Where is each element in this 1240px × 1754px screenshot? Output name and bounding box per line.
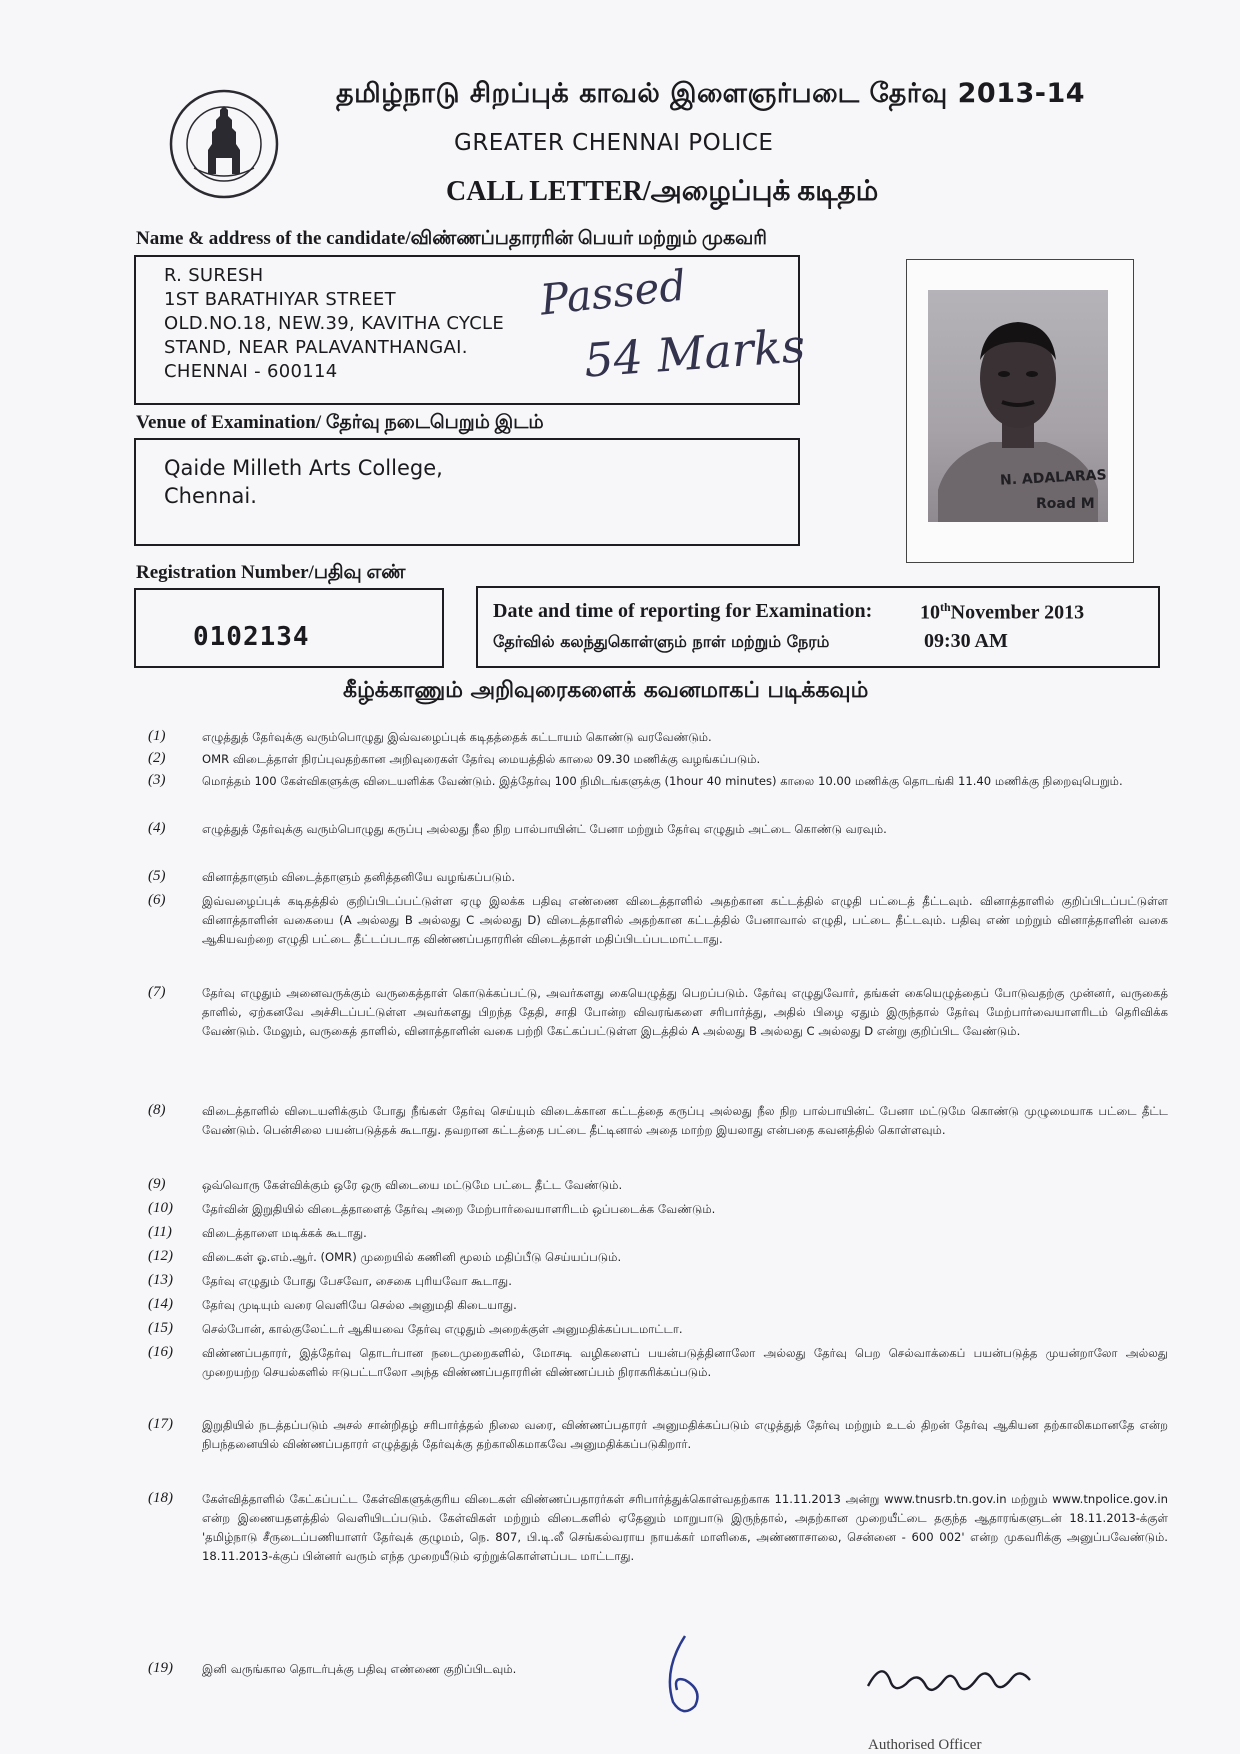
handwritten-passed: Passed xyxy=(537,260,689,325)
address-line: OLD.NO.18, NEW.39, KAVITHA CYCLE xyxy=(164,313,505,334)
candidate-label: Name & address of the candidate/விண்ணப்பதாரரின் பெயர் மற்றும் முகவரி xyxy=(136,228,767,249)
header-title-english: GREATER CHENNAI POLICE xyxy=(454,130,774,156)
photo-stamp-text: N. ADALARAS xyxy=(999,467,1108,489)
handwritten-marks: 54 Marks xyxy=(582,318,807,388)
reporting-box xyxy=(476,586,1160,668)
address-line: CHENNAI - 600114 xyxy=(164,361,338,382)
officer-signature xyxy=(860,1650,1040,1714)
address-line-name: R. SURESH xyxy=(164,265,264,286)
registration-label: Registration Number/பதிவு எண் xyxy=(136,562,406,583)
venue-label: Venue of Examination/ தேர்வு நடைபெறும் இடம் xyxy=(136,412,544,433)
address-line: 1ST BARATHIYAR STREET xyxy=(164,289,396,310)
reporting-label-english: Date and time of reporting for Examination: xyxy=(493,600,873,622)
venue-box xyxy=(134,438,800,546)
registration-number: 0102134 xyxy=(193,622,310,652)
venue-line: Qaide Milleth Arts College, xyxy=(164,456,443,480)
reporting-label-tamil: தேர்வில் கலந்துகொள்ளும் நாள் மற்றும் நேரம் xyxy=(493,632,830,651)
candidate-photo xyxy=(928,290,1108,522)
authorised-officer-label: Authorised Officer xyxy=(868,1737,982,1753)
police-emblem-logo xyxy=(168,88,280,200)
header-title-tamil: தமிழ்நாடு சிறப்புக் காவல் இளைஞர்படை தேர்வு 2013-14 xyxy=(336,78,1086,109)
call-letter-title: CALL LETTER/அழைப்புக் கடிதம் xyxy=(446,176,879,207)
address-line: STAND, NEAR PALAVANTHANGAI. xyxy=(164,337,468,358)
instructions-heading: கீழ்க்காணும் அறிவுரைகளைக் கவனமாகப் படிக்கவும் xyxy=(343,678,869,703)
reporting-date: 10thNovember 2013 xyxy=(920,600,1085,624)
photo-stamp-text: Road M xyxy=(1036,496,1095,512)
pen-tick-mark xyxy=(655,1630,715,1724)
venue-line: Chennai. xyxy=(164,484,257,508)
reporting-time: 09:30 AM xyxy=(924,630,1008,652)
